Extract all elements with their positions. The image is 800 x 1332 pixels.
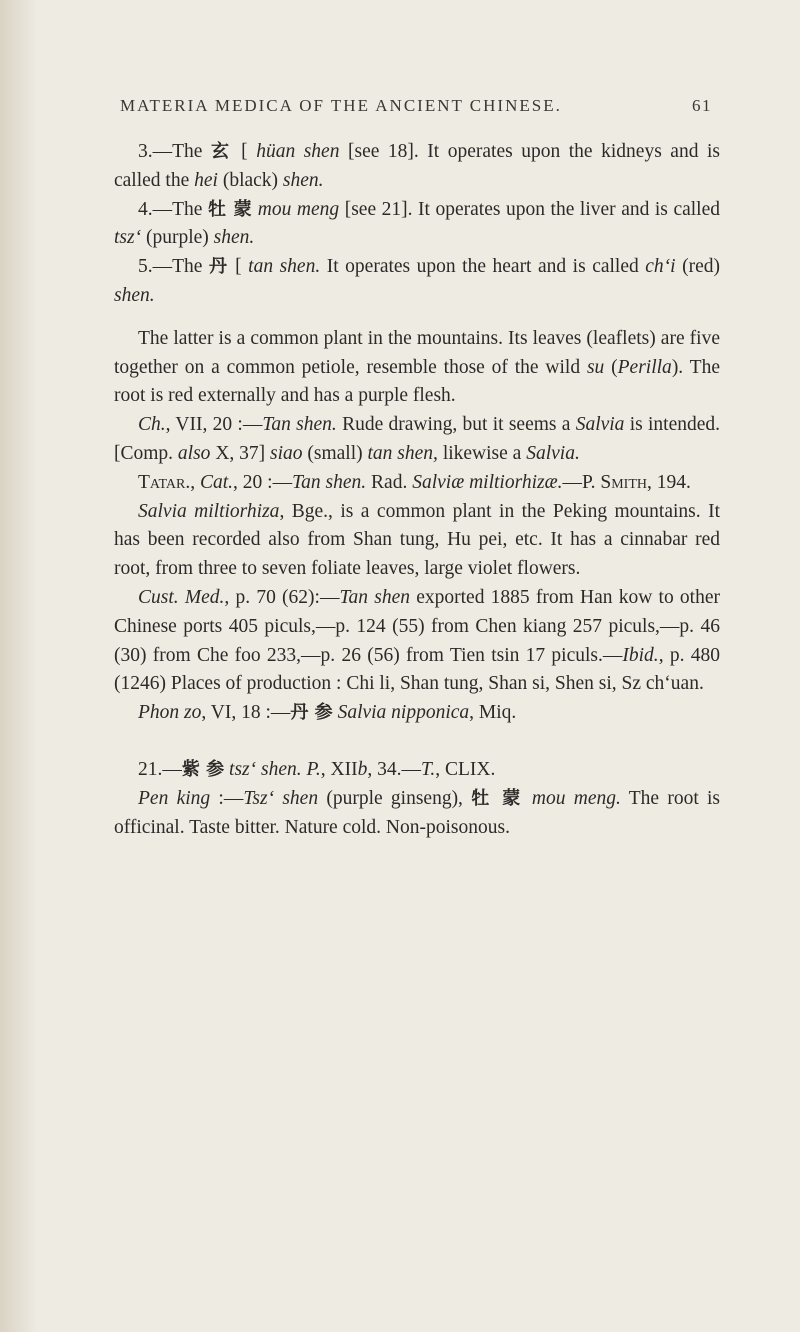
- text-run: , VI, 18 :—: [201, 702, 291, 724]
- text-run: It operates upon the heart and is called: [320, 256, 646, 278]
- italic-text: tsz‘: [114, 227, 142, 249]
- text-run: (black): [217, 169, 283, 191]
- text-run: [524, 788, 532, 809]
- italic-text: Salvia nipponica: [337, 702, 470, 724]
- text-run: (purple): [141, 227, 214, 249]
- chinese-characters: 牡 蒙: [471, 787, 524, 809]
- text-run: exported 1885 from Han kow to other Chinese ports 405 piculs,—p. 124 (55) from Chen kiang 257 piculs,—p. 46 (30) from Che foo 233,—p. 26 (56) from Tien tsin 17 piculs.—: [114, 586, 720, 666]
- text-run: The latter is a common plant in the mountains. Its leaves (leaflets) are five together on a common petiole, resemble those of the wild: [114, 327, 720, 378]
- text-run: Rad.: [366, 471, 413, 493]
- text-run: , p. 70 (62):—: [224, 586, 340, 608]
- paragraph-p6: [114, 325, 720, 411]
- text-run: (: [604, 356, 618, 378]
- italic-text: ch‘i: [645, 256, 676, 278]
- running-header: [120, 96, 712, 116]
- italic-text: P.: [306, 758, 321, 780]
- running-title: MATERIA MEDICA OF THE ANCIENT CHINESE.: [120, 96, 562, 115]
- italic-text: Salvia.: [526, 442, 580, 464]
- italic-text: Tan shen.: [292, 471, 367, 493]
- text-run: —P.: [562, 471, 601, 493]
- italic-text: Tan shen.: [262, 414, 337, 436]
- text-run: , Miq.: [469, 702, 517, 724]
- paragraph-p9: [114, 498, 720, 584]
- text-run: 21.—: [138, 758, 182, 780]
- text-run: , p. 480 (1246) Places of production : Chi li, Shan tung, Shan si, Shen si, Sz ch‘uan.: [114, 644, 721, 695]
- italic-text: Salvia: [575, 414, 625, 436]
- text-run: is intended. [Comp.: [114, 414, 721, 464]
- text-run: , 194.: [647, 471, 691, 493]
- italic-text: Ch.: [138, 414, 166, 436]
- text-run: , CLIX.: [435, 758, 496, 780]
- page-number: 61: [692, 96, 712, 115]
- text-run: The root is officinal. Taste bitter. Nature cold. Non-poisonous.: [114, 787, 720, 838]
- text-run: ,: [190, 471, 200, 493]
- paragraph-p12: [114, 756, 720, 785]
- italic-text: hei: [194, 169, 218, 191]
- italic-text: b: [357, 758, 368, 780]
- italic-text: Cust. Med.: [138, 586, 225, 608]
- italic-text: Perilla: [617, 356, 672, 378]
- text-run: [: [232, 141, 257, 162]
- paragraph-p7: [114, 411, 720, 469]
- paragraph-p13: [114, 785, 720, 843]
- italic-text: Tsz‘ shen: [243, 787, 319, 809]
- text-run: (red): [675, 256, 720, 278]
- italic-text: mou meng: [257, 198, 340, 220]
- italic-text: Salviæ miltiorhizæ.: [412, 471, 563, 493]
- italic-text: Phon zo: [138, 702, 202, 724]
- italic-text: shen.: [213, 227, 255, 249]
- italic-text: tan shen.: [248, 256, 321, 278]
- text-run: , XII: [320, 758, 358, 780]
- italic-text: Salvia miltiorhiza: [138, 500, 280, 522]
- paragraph-p8: [114, 469, 720, 498]
- paragraph-p4: [114, 196, 720, 254]
- text-run: likewise a: [437, 442, 527, 464]
- text-run: X, 37]: [210, 442, 271, 464]
- text-run: , VII, 20 :—: [165, 414, 263, 436]
- text-run: [see 18]. It operates upon the kidneys and is called the: [114, 141, 720, 191]
- italic-text: tan shen,: [367, 442, 438, 464]
- italic-text: hüan shen: [256, 141, 340, 162]
- italic-text: also: [177, 442, 211, 464]
- paragraph-p11: [114, 699, 720, 728]
- chinese-characters: 牡 蒙: [207, 198, 253, 220]
- small-caps-text: Smith: [600, 471, 648, 493]
- text-run: (small): [302, 442, 368, 464]
- italic-text: Cat.: [199, 471, 234, 493]
- text-run: , 34.—: [367, 758, 421, 780]
- paragraph-p10: [114, 584, 720, 699]
- page-body: [114, 138, 720, 842]
- italic-text: mou meng.: [531, 787, 621, 809]
- italic-text: T.: [420, 758, 436, 780]
- italic-text: Pen king: [138, 787, 211, 809]
- text-run: , 20 :—: [233, 471, 293, 493]
- italic-text: tsz‘ shen.: [229, 758, 302, 780]
- text-run: 3.—The: [138, 141, 211, 162]
- text-run: , Bge., is a common plant in the Peking mountains. It has been recorded also from Shan tung, Hu pei, etc. It has a cinnabar red root, from three to seven foliate leaves, large violet flowers.: [114, 500, 720, 580]
- chinese-characters: 玄: [210, 141, 233, 162]
- text-run: ). The root is red externally and has a purple flesh.: [114, 356, 720, 407]
- italic-text: shen.: [114, 284, 155, 306]
- text-run: :—: [210, 787, 244, 809]
- text-run: 4.—The: [138, 198, 208, 220]
- paragraph-p5: [114, 253, 720, 311]
- chinese-characters: 紫 参: [181, 758, 225, 780]
- text-run: Rude drawing, but it seems a: [336, 414, 576, 436]
- italic-text: siao: [270, 442, 303, 464]
- chinese-characters: 丹 参: [290, 702, 333, 724]
- text-run: [: [228, 256, 249, 278]
- italic-text: shen.: [282, 169, 324, 191]
- small-caps-text: Tatar.: [138, 471, 191, 493]
- page-edge-shadow: [0, 0, 38, 1332]
- italic-text: su: [586, 356, 605, 378]
- paragraph-p3: [114, 138, 720, 196]
- italic-text: Tan shen: [339, 586, 410, 608]
- italic-text: Ibid.: [622, 644, 659, 666]
- text-run: (purple ginseng),: [318, 787, 472, 809]
- text-run: [see 21]. It operates upon the liver and is called: [339, 198, 720, 220]
- chinese-characters: 丹: [208, 256, 229, 278]
- text-run: 5.—The: [138, 256, 209, 278]
